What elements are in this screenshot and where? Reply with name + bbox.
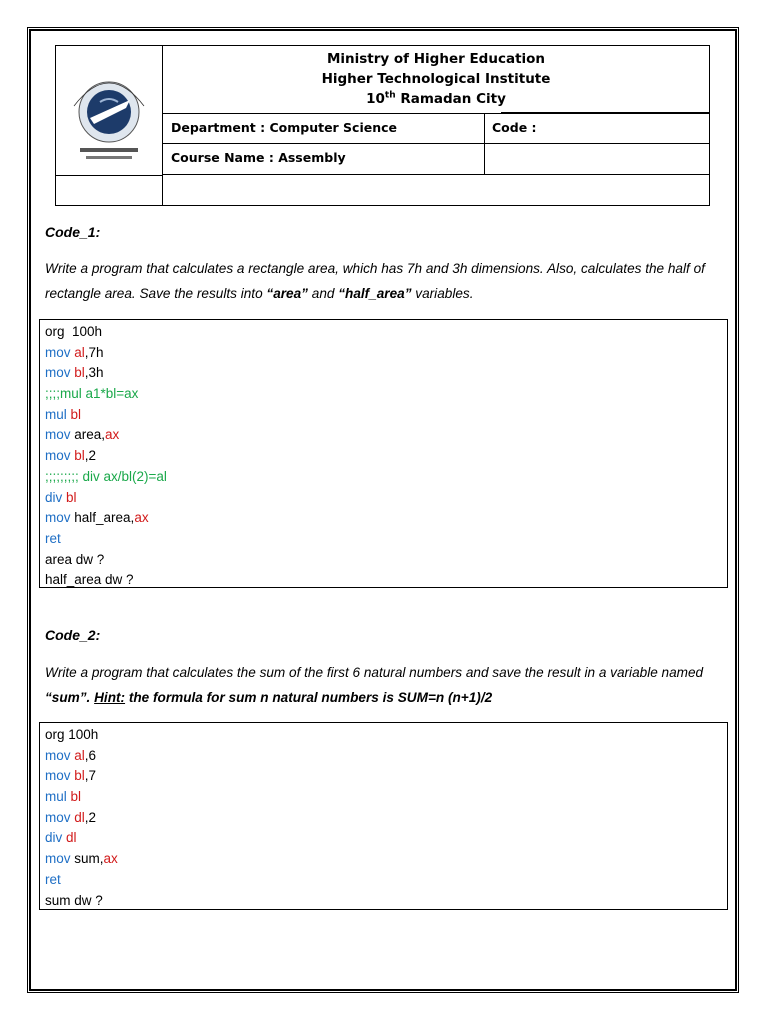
code-text: sum dw ? [45, 892, 103, 908]
code1-line-5 [45, 405, 727, 426]
logo-cell [56, 46, 163, 175]
code-text: ,2 [84, 809, 97, 825]
code1-text-c: variables. [411, 286, 474, 301]
code2-line-3 [45, 766, 727, 787]
code-keyword: ret [45, 871, 61, 887]
code-keyword: div [45, 489, 67, 505]
code-register: bl [74, 365, 85, 381]
course-cell: Course Name : Assembly [163, 144, 485, 175]
code2-text-a: Write a program that calculates the sum of the first 6 natural numbers and save the result in a variable named [45, 665, 704, 680]
code-keyword: mov [45, 344, 75, 360]
code1-line-13 [45, 570, 727, 591]
code-register: ax [134, 510, 149, 526]
code-keyword: mov [45, 809, 75, 825]
code-register: al [74, 344, 85, 360]
code-text: area, [74, 427, 106, 443]
code-text: half_area, [74, 510, 135, 526]
code-register: bl [74, 768, 85, 784]
code2-title: Code_2: [45, 627, 101, 643]
code-register: al [74, 747, 85, 763]
code1-var-area: “area” [266, 286, 308, 301]
code2-line-2 [45, 746, 727, 767]
code1-line-4 [45, 384, 727, 405]
code2-line-7 [45, 849, 727, 870]
header-row-course [163, 143, 709, 175]
code-text: ,7 [84, 768, 97, 784]
code2-line-9 [45, 891, 727, 912]
header-titles [163, 46, 709, 113]
institute-title: Higher Technological Institute [321, 71, 551, 87]
code-register: bl [70, 789, 82, 805]
header-row-empty [163, 174, 709, 205]
code2-line-6 [45, 828, 727, 849]
header-row-department [163, 113, 709, 144]
code1-line-7 [45, 446, 727, 467]
city-title [163, 89, 709, 109]
city-suffix: th [384, 90, 396, 101]
code1-text-b: and [307, 286, 339, 301]
code-text: ,3h [84, 365, 104, 381]
code1-description [45, 256, 725, 306]
code2-block [39, 722, 728, 910]
code2-var-sum: “sum”. [45, 690, 95, 705]
code-cell: Code : [492, 120, 537, 135]
code2-hint-text: the formula for sum n natural numbers is SUM=n (n+1)/2 [125, 690, 493, 705]
code1-line-10 [45, 508, 727, 529]
code-comment: ;;;;;;;;; div ax/bl(2)=al [45, 468, 167, 484]
code-keyword: mov [45, 851, 75, 867]
code-register: bl [74, 448, 85, 464]
code-register: ax [105, 427, 120, 443]
ministry-title: Ministry of Higher Education [326, 51, 546, 67]
code-register: dl [66, 830, 77, 846]
code-keyword: mov [45, 365, 75, 381]
code-register: dl [74, 809, 85, 825]
header-table [55, 45, 710, 206]
course-extra-cell [485, 144, 709, 175]
code2-line-1 [45, 725, 727, 746]
code-text: org 100h [45, 324, 103, 339]
code-register: ax [103, 851, 118, 867]
code1-line-8 [45, 467, 727, 488]
code2-line-5 [45, 808, 727, 829]
code-keyword: mul [45, 789, 71, 805]
code2-line-8 [45, 870, 727, 891]
code-keyword: mov [45, 448, 75, 464]
code-keyword: ret [45, 530, 61, 546]
code-register: bl [70, 406, 82, 422]
code1-var-half-area: “half_area” [338, 286, 412, 301]
code2-hint-label: Hint: [94, 690, 126, 705]
code1-line-12 [45, 550, 727, 571]
code-text: ,6 [84, 747, 97, 763]
code-keyword: mul [45, 406, 71, 422]
code-keyword: mov [45, 768, 75, 784]
code1-line-2 [45, 343, 727, 364]
code1-line-1 [45, 322, 727, 343]
code1-title: Code_1: [45, 224, 101, 240]
code-text: ,7h [84, 344, 104, 360]
code-keyword: div [45, 830, 67, 846]
code-keyword: mov [45, 747, 75, 763]
code-keyword: mov [45, 427, 75, 443]
code-text: org 100h [45, 727, 99, 742]
code1-block [39, 319, 728, 588]
code-register: bl [66, 489, 77, 505]
code1-line-11 [45, 529, 727, 550]
department-cell: Department : Computer Science [163, 114, 485, 144]
code1-text-a: Write a program that calculates a rectangle area, which has 7h and 3h dimensions. Also, calculates the half of rectangle area. Save the results into [45, 261, 705, 301]
code-text: sum, [74, 851, 104, 867]
code1-line-6 [45, 425, 727, 446]
code-text: ,2 [84, 448, 97, 464]
code1-line-9 [45, 488, 727, 509]
code1-line-3 [45, 363, 727, 384]
code-comment: ;;;;mul a1*bl=ax [45, 386, 139, 402]
city-name: Ramadan City [395, 91, 506, 107]
code2-line-4 [45, 787, 727, 808]
code-text: area dw ? [45, 551, 105, 567]
logo-bottom-cell [56, 175, 163, 205]
institute-logo-icon [60, 66, 158, 174]
code2-description [45, 660, 725, 710]
code-text: half_area dw ? [45, 572, 134, 588]
city-number: 10 [366, 91, 385, 107]
code-keyword: mov [45, 510, 75, 526]
